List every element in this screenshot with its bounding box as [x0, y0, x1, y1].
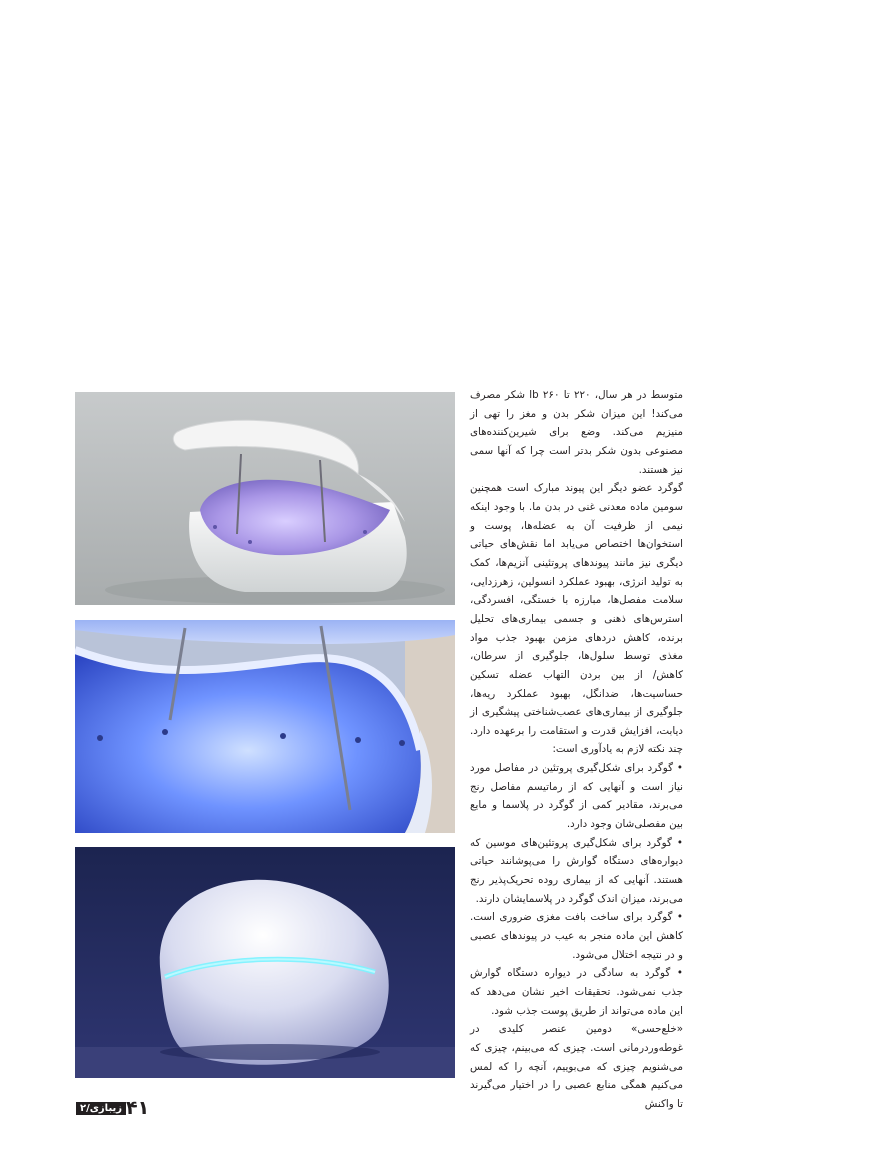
- article-paragraph: • گوگرد به سادگی در دیواره دستگاه گوارش جذب نمی‌شود. تحقیقات اخیر نشان می‌دهد که این ماده می‌تواند از طریق پوست جذب شود.: [470, 967, 683, 1017]
- article-paragraph: گوگرد عضو دیگر این پیوند مبارک است همچنین سومین ماده معدنی غنی در بدن ما. با وجود اینکه نیمی از ظرفیت آن به عضله‌ها، پوست و استخوان‌ها اختصاص می‌یابد اما نقش‌های حیاتی دیگری نیز مانند پیوندهای پروتئینی آنزیم‌ها، کمک به تولید انرژی، بهبود عملکرد انسولین، زهرزدایی، سلامت مفصل‌ها، مبارزه با خستگی، افسردگی، استرس‌های ذهنی و جسمی بیماری‌های تحلیل برنده، کاهش دردهای مزمن بهبود جذب مواد مغذی توسط سلول‌ها، جلوگیری از سرطان، کاهش/ از بین بردن التهاب عضله تسکین حساسیت‌ها، ضدانگل، بهبود عملکرد ریه‌ها، جلوگیری از بیماری‌های عصب‌شناختی پیشگیری از دیابت، افزایش قدرت و استقامت را برعهده دارد. چند نکته لازم به یادآوری است:: [470, 482, 683, 756]
- float-pod-open-photo: [75, 392, 455, 605]
- magazine-label: زیبازی/۲: [76, 1102, 126, 1115]
- float-pod-water-photo: [75, 620, 455, 833]
- article-paragraph: متوسط در هر سال، ۲۲۰ تا ۲۶۰ lb شکر مصرف می‌کند! این میزان شکر بدن و مغز را تهی از منیزیم می‌کند. وضع برای شیرین‌کننده‌های مصنوعی بدون شکر بدتر است چرا که آنها سمی نیز هستند.: [470, 389, 683, 476]
- article-paragraph: • گوگرد برای شکل‌گیری پروتئین در مفاصل مورد نیاز است و آنهایی که از رماتیسم مفاصل رنج می‌برند، مقادیر کمی از گوگرد در پلاسما و مایع بین مفصلی‌شان وجود دارد.: [470, 762, 683, 831]
- float-pod-closed-photo: [75, 847, 455, 1078]
- article-paragraph: • گوگرد برای ساخت بافت مغزی ضروری است. کاهش این ماده منجر به عیب در پیوندهای عصبی و در نتیجه اختلال می‌شود.: [470, 911, 683, 961]
- article-paragraph: «خلع‌حسی» دومین عنصر کلیدی در غوطه‌ور‌درمانی است. چیزی که می‌بینم، چیزی که می‌شنویم چیزی که می‌بوییم، آنچه را که لمس می‌کنیم همگی منابع عصبی را در اختیار می‌گیرند تا واکنش: [470, 1023, 683, 1110]
- page-footer: [76, 1097, 152, 1119]
- article-paragraph: • گوگرد برای شکل‌گیری پروتئین‌های موسین که دیواره‌های دستگاه گوارش را می‌پوشانند حیاتی هستند. آنهایی که از بیماری روده تحریک‌پذیر رنج می‌برند، میزان اندک گوگرد در پلاسمایشان دارند.: [470, 836, 683, 905]
- article-column: [470, 386, 683, 1114]
- page-number: ۴۱: [126, 1097, 150, 1119]
